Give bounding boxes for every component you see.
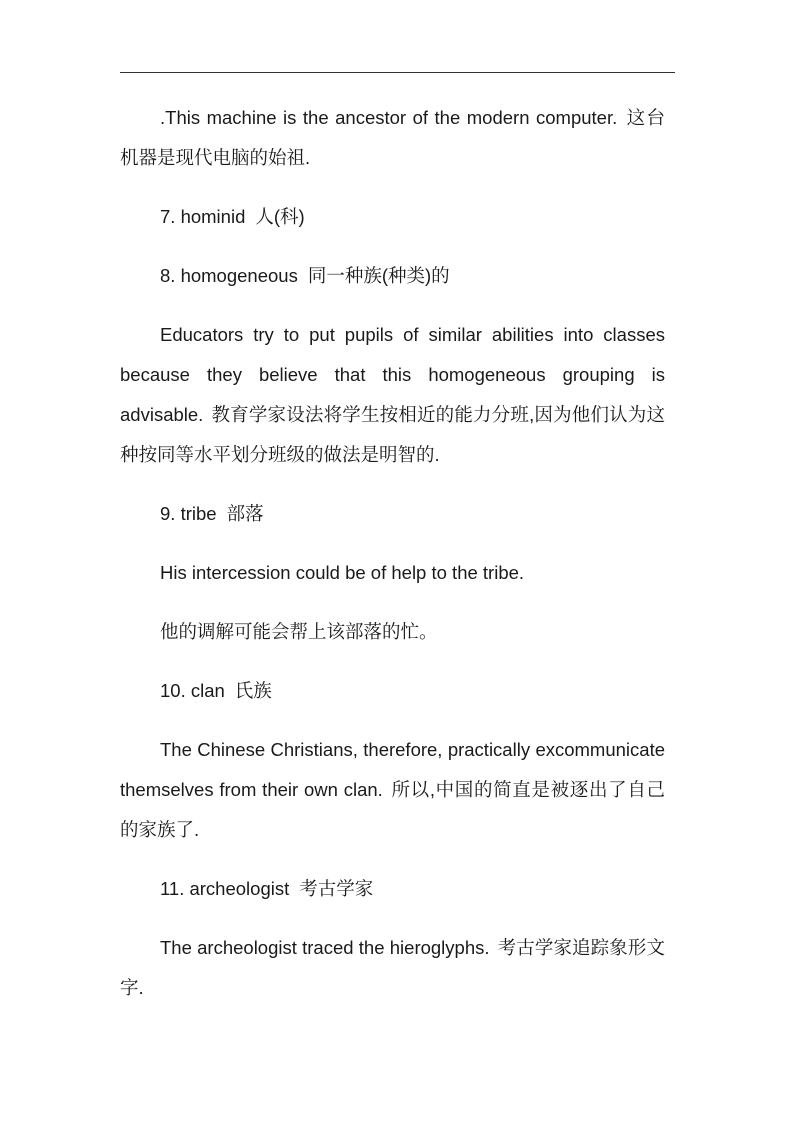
example-paragraph — [120, 98, 665, 178]
example-paragraph — [120, 730, 665, 850]
vocab-term: 7. hominid — [160, 206, 246, 227]
vocab-heading — [120, 197, 665, 237]
vocab-heading — [120, 671, 665, 711]
chinese-text: 教育学家设法将学生按相近的能力分班,因为他们认为这种按同等水平划分班级的做法是明智的. — [120, 404, 665, 465]
vocab-term: 8. homogeneous — [160, 265, 298, 286]
vocab-definition: 部落 — [226, 503, 264, 524]
vocab-heading — [120, 494, 665, 534]
vocab-term: 10. clan — [160, 680, 225, 701]
example-paragraph — [120, 553, 665, 593]
chinese-text: 所以,中国的简直是被逐出了自己的家族了. — [120, 779, 665, 840]
english-text: His intercession could be of help to the tribe. — [160, 562, 525, 583]
vocab-term: 9. tribe — [160, 503, 217, 524]
chinese-text: 这台机器是现代电脑的始祖. — [120, 107, 665, 168]
vocab-definition: 人(科) — [255, 206, 305, 227]
chinese-text: 他的调解可能会帮上该部落的忙。 — [160, 621, 438, 642]
example-paragraph — [120, 315, 665, 475]
vocab-definition: 氏族 — [234, 680, 272, 701]
english-text: .This machine is the ancestor of the modern computer. — [160, 107, 618, 128]
header-rule — [120, 72, 675, 73]
vocab-heading — [120, 869, 665, 909]
vocab-term: 11. archeologist — [160, 878, 290, 899]
example-paragraph — [120, 928, 665, 1008]
vocab-heading — [120, 256, 665, 296]
document-body — [120, 98, 665, 1027]
english-text: Educators try to put pupils of similar abilities into classes because they believe that this homogeneous grouping is advisable. — [120, 324, 665, 425]
chinese-text: 考古学家追踪象形文字. — [120, 937, 665, 998]
example-translation — [120, 612, 665, 652]
vocab-definition: 同一种族(种类)的 — [307, 265, 450, 286]
vocab-definition: 考古学家 — [299, 878, 374, 899]
english-text: The archeologist traced the hieroglyphs. — [160, 937, 490, 958]
english-text: The Chinese Christians, therefore, practically excommunicate themselves from their own clan. — [120, 739, 665, 800]
